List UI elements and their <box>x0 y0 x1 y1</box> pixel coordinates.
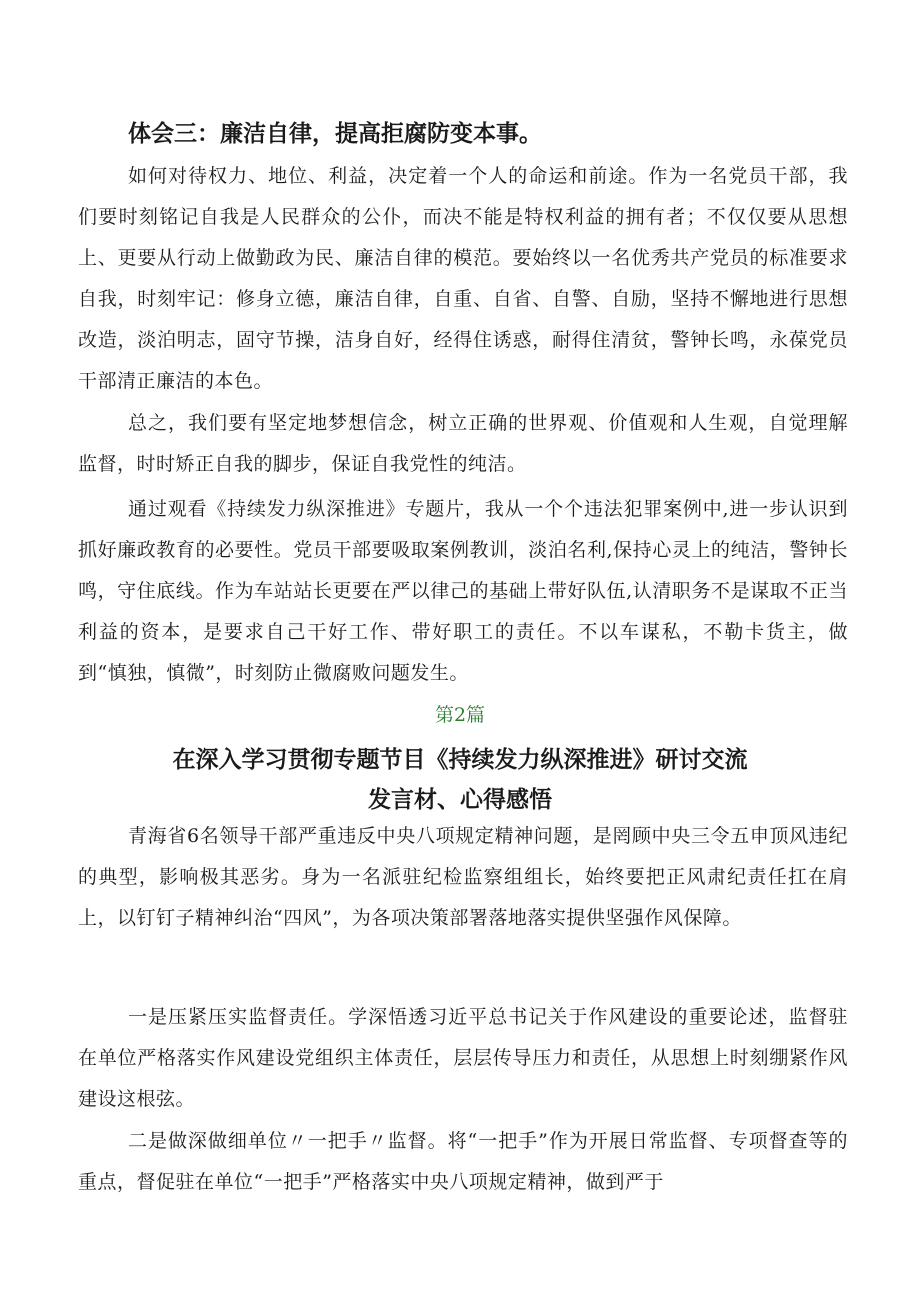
paragraph: 如何对待权力、地位、利益，决定着一个人的命运和前途。作为一名党员干部，我们要时刻铭记自我是人民群众的公仆，而决不能是特权利益的拥有者；不仅仅要从思想上、更要从行动上做勤政为民、廉洁自律的模范。要始终以一名优秀共产党员的标准要求自我，时刻牢记：修身立德，廉洁自律，自重、自省、自警、自励，坚持不懈地进行思想改造，淡泊明志，固守节操，洁身自好，经得住诱惑，耐得住清贫，警钟长鸣，永葆党员干部清正廉洁的本色。 <box>78 165 848 392</box>
paragraph: 青海省6名领导干部严重违反中央八项规定精神问题，是罔顾中央三令五申顶风违纪的典型，影响极其恶劣。身为一名派驻纪检监察组组长，始终要把正风肃纪责任扛在肩上，以钉钉子精神纠治“四风”，为各项决策部署落地落实提供坚强作风保障。 <box>78 825 848 929</box>
section-heading: 体会三：廉洁自律，提高拒腐防变本事。 <box>128 121 542 147</box>
section-number: 第2篇 <box>434 704 486 726</box>
document-title <box>0 740 920 820</box>
paragraph: 二是做深做细单位〃一把手〃监督。将“一把手”作为开展日常监督、专项督查等的重点，督促驻在单位“一把手”严格落实中央八项规定精神，做到严于 <box>78 1130 848 1193</box>
title-line: 在深入学习贯彻专题节目《持续发力纵深推进》研讨交流 <box>172 747 748 773</box>
paragraph: 通过观看《持续发力纵深推进》专题片，我从一个个违法犯罪案例中,进一步认识到抓好廉政教育的必要性。党员干部要吸取案例教训，淡泊名利,保持心灵上的纯洁，警钟长鸣，守住底线。作为车站站长更要在严以律己的基础上带好队伍,认清职务不是谋取不正当利益的资本，是要求自己干好工作、带好职工的责任。不以车谋私，不勒卡货主，做到“慎独，慎微”，时刻防止微腐败问题发生。 <box>78 498 848 684</box>
title-line: 发言材、心得感悟 <box>368 787 552 813</box>
paragraph: 总之，我们要有坚定地梦想信念，树立正确的世界观、价值观和人生观，自觉理解监督，时时矫正自我的脚步，保证自我党性的纯洁。 <box>78 412 848 475</box>
paragraph: 一是压紧压实监督责任。学深悟透习近平总书记关于作风建设的重要论述，监督驻在单位严格落实作风建设党组织主体责任，层层传导压力和责任，从思想上时刻绷紧作风建设这根弦。 <box>78 1006 848 1110</box>
